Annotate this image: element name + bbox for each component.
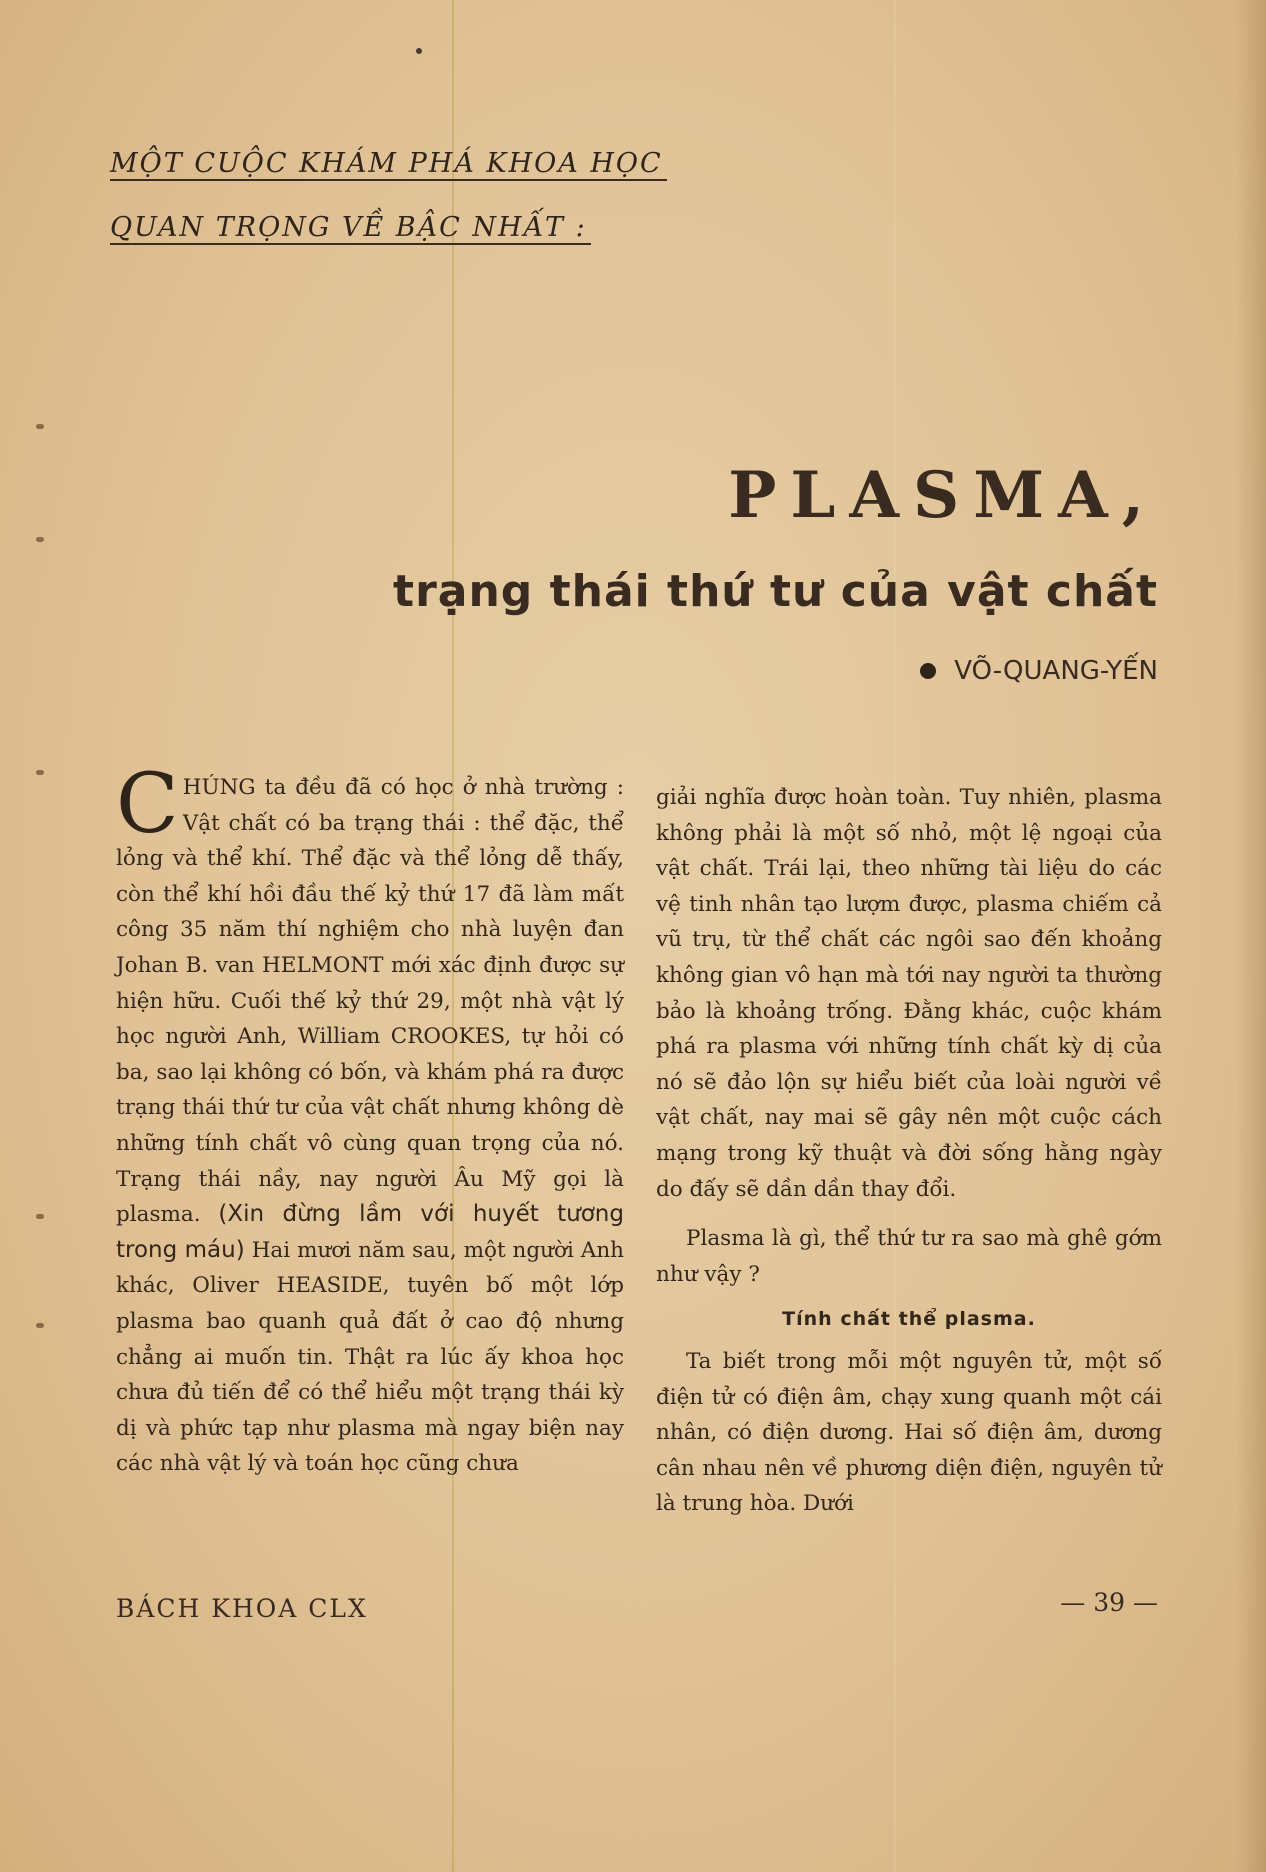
kicker-line-1: MỘT CUỘC KHÁM PHÁ KHOA HỌC xyxy=(110,148,667,181)
paragraph-text: HÚNG ta đều đã có học ở nhà trường : Vật chất có ba trạng thái : thể đặc, thể lỏng và thể khí. Thể đặc và thể lỏng dễ thấy, còn thể khí hồi đầu thế kỷ thứ 17 đã làm mất công 35 năm thí nghiệm cho nhà luyện đan Johan B. van HELMONT mới xác định được sự hiện hữu. Cuối thế kỷ thứ 29, một nhà vật lý học người Anh, William CROOKES, tự hỏi có ba, sao lại không có bốn, và khám phá ra được trạng thái thứ tư của vật chất nhưng không dè những tính chất vô cùng quan trọng của nó. Trạng thái nầy, nay người Âu Mỹ gọi là plasma. xyxy=(116,775,624,1228)
author-byline xyxy=(920,656,1158,686)
binding-hole xyxy=(36,424,44,429)
body-paragraph: Ta biết trong mỗi một nguyên tử, một số điện tử có điện âm, chạy xung quanh một cái nhân, có điện dương. Hai số điện âm, dương cân nhau nên về phương diện điện, nguyên tử là trung hòa. Dưới xyxy=(656,1348,1162,1517)
body-paragraph xyxy=(116,757,625,1482)
publication-name: BÁCH KHOA CLX xyxy=(116,1594,368,1623)
body-paragraph-question: Plasma là gì, thể thứ tư ra sao mà ghê gớm như vậy ? xyxy=(656,1226,1162,1287)
binding-hole xyxy=(36,1214,44,1219)
parenthetical-note: (Xin đừng lầm với huyết tương trong máu) xyxy=(116,1201,624,1263)
page-edge-shadow xyxy=(1236,0,1266,1872)
kicker-line-2: QUAN TRỌNG VỀ BẬC NHẤT : xyxy=(110,212,591,245)
page-number: — 39 — xyxy=(1060,1588,1158,1617)
author-name: VÕ-QUANG-YẾN xyxy=(954,656,1158,686)
text-column-right xyxy=(656,780,1162,1522)
section-heading: Tính chất thể plasma. xyxy=(782,1308,1036,1331)
article-subtitle: trạng thái thứ tư của vật chất xyxy=(393,566,1158,617)
text-column-left xyxy=(116,757,625,1482)
binding-hole xyxy=(36,1323,44,1328)
paragraph-text-continued: Hai mươi năm sau, một người Anh khác, Oliver HEASIDE, tuyên bố một lớp plasma bao quanh quả đất ở cao độ nhưng chẳng ai muốn tin. Thật ra lúc ấy khoa học chưa đủ tiến để có thể hiểu một trạng thái kỳ dị và phức tạp như plasma mà ngay biện nay các nhà vật lý và toán học cũng chưa xyxy=(116,1237,625,1477)
body-paragraph: giải nghĩa được hoàn toàn. Tuy nhiên, plasma không phải là một số nhỏ, một lệ ngoại của vật chất. Trái lại, theo những tài liệu do các vệ tinh nhân tạo lượm được, plasma chiếm cả vũ trụ, từ thể chất các ngôi sao đến khoảng không gian vô hạn mà tới nay người ta thường bảo là khoảng trống. Đằng khác, cuộc khám phá ra plasma với những tính chất kỳ dị của nó sẽ đảo lộn sự hiểu biết của loài người về vật chất, nay mai sẽ gây nên một cuộc cách mạng trong kỹ thuật và đời sống hằng ngày do đấy sẽ dần dần thay đổi. xyxy=(656,785,1162,1202)
ink-dot xyxy=(416,48,422,54)
binding-hole xyxy=(36,537,44,542)
article-title: PLASMA, xyxy=(728,458,1158,533)
bullet-icon xyxy=(920,663,936,679)
drop-cap: C xyxy=(116,757,179,852)
binding-hole xyxy=(36,770,44,775)
